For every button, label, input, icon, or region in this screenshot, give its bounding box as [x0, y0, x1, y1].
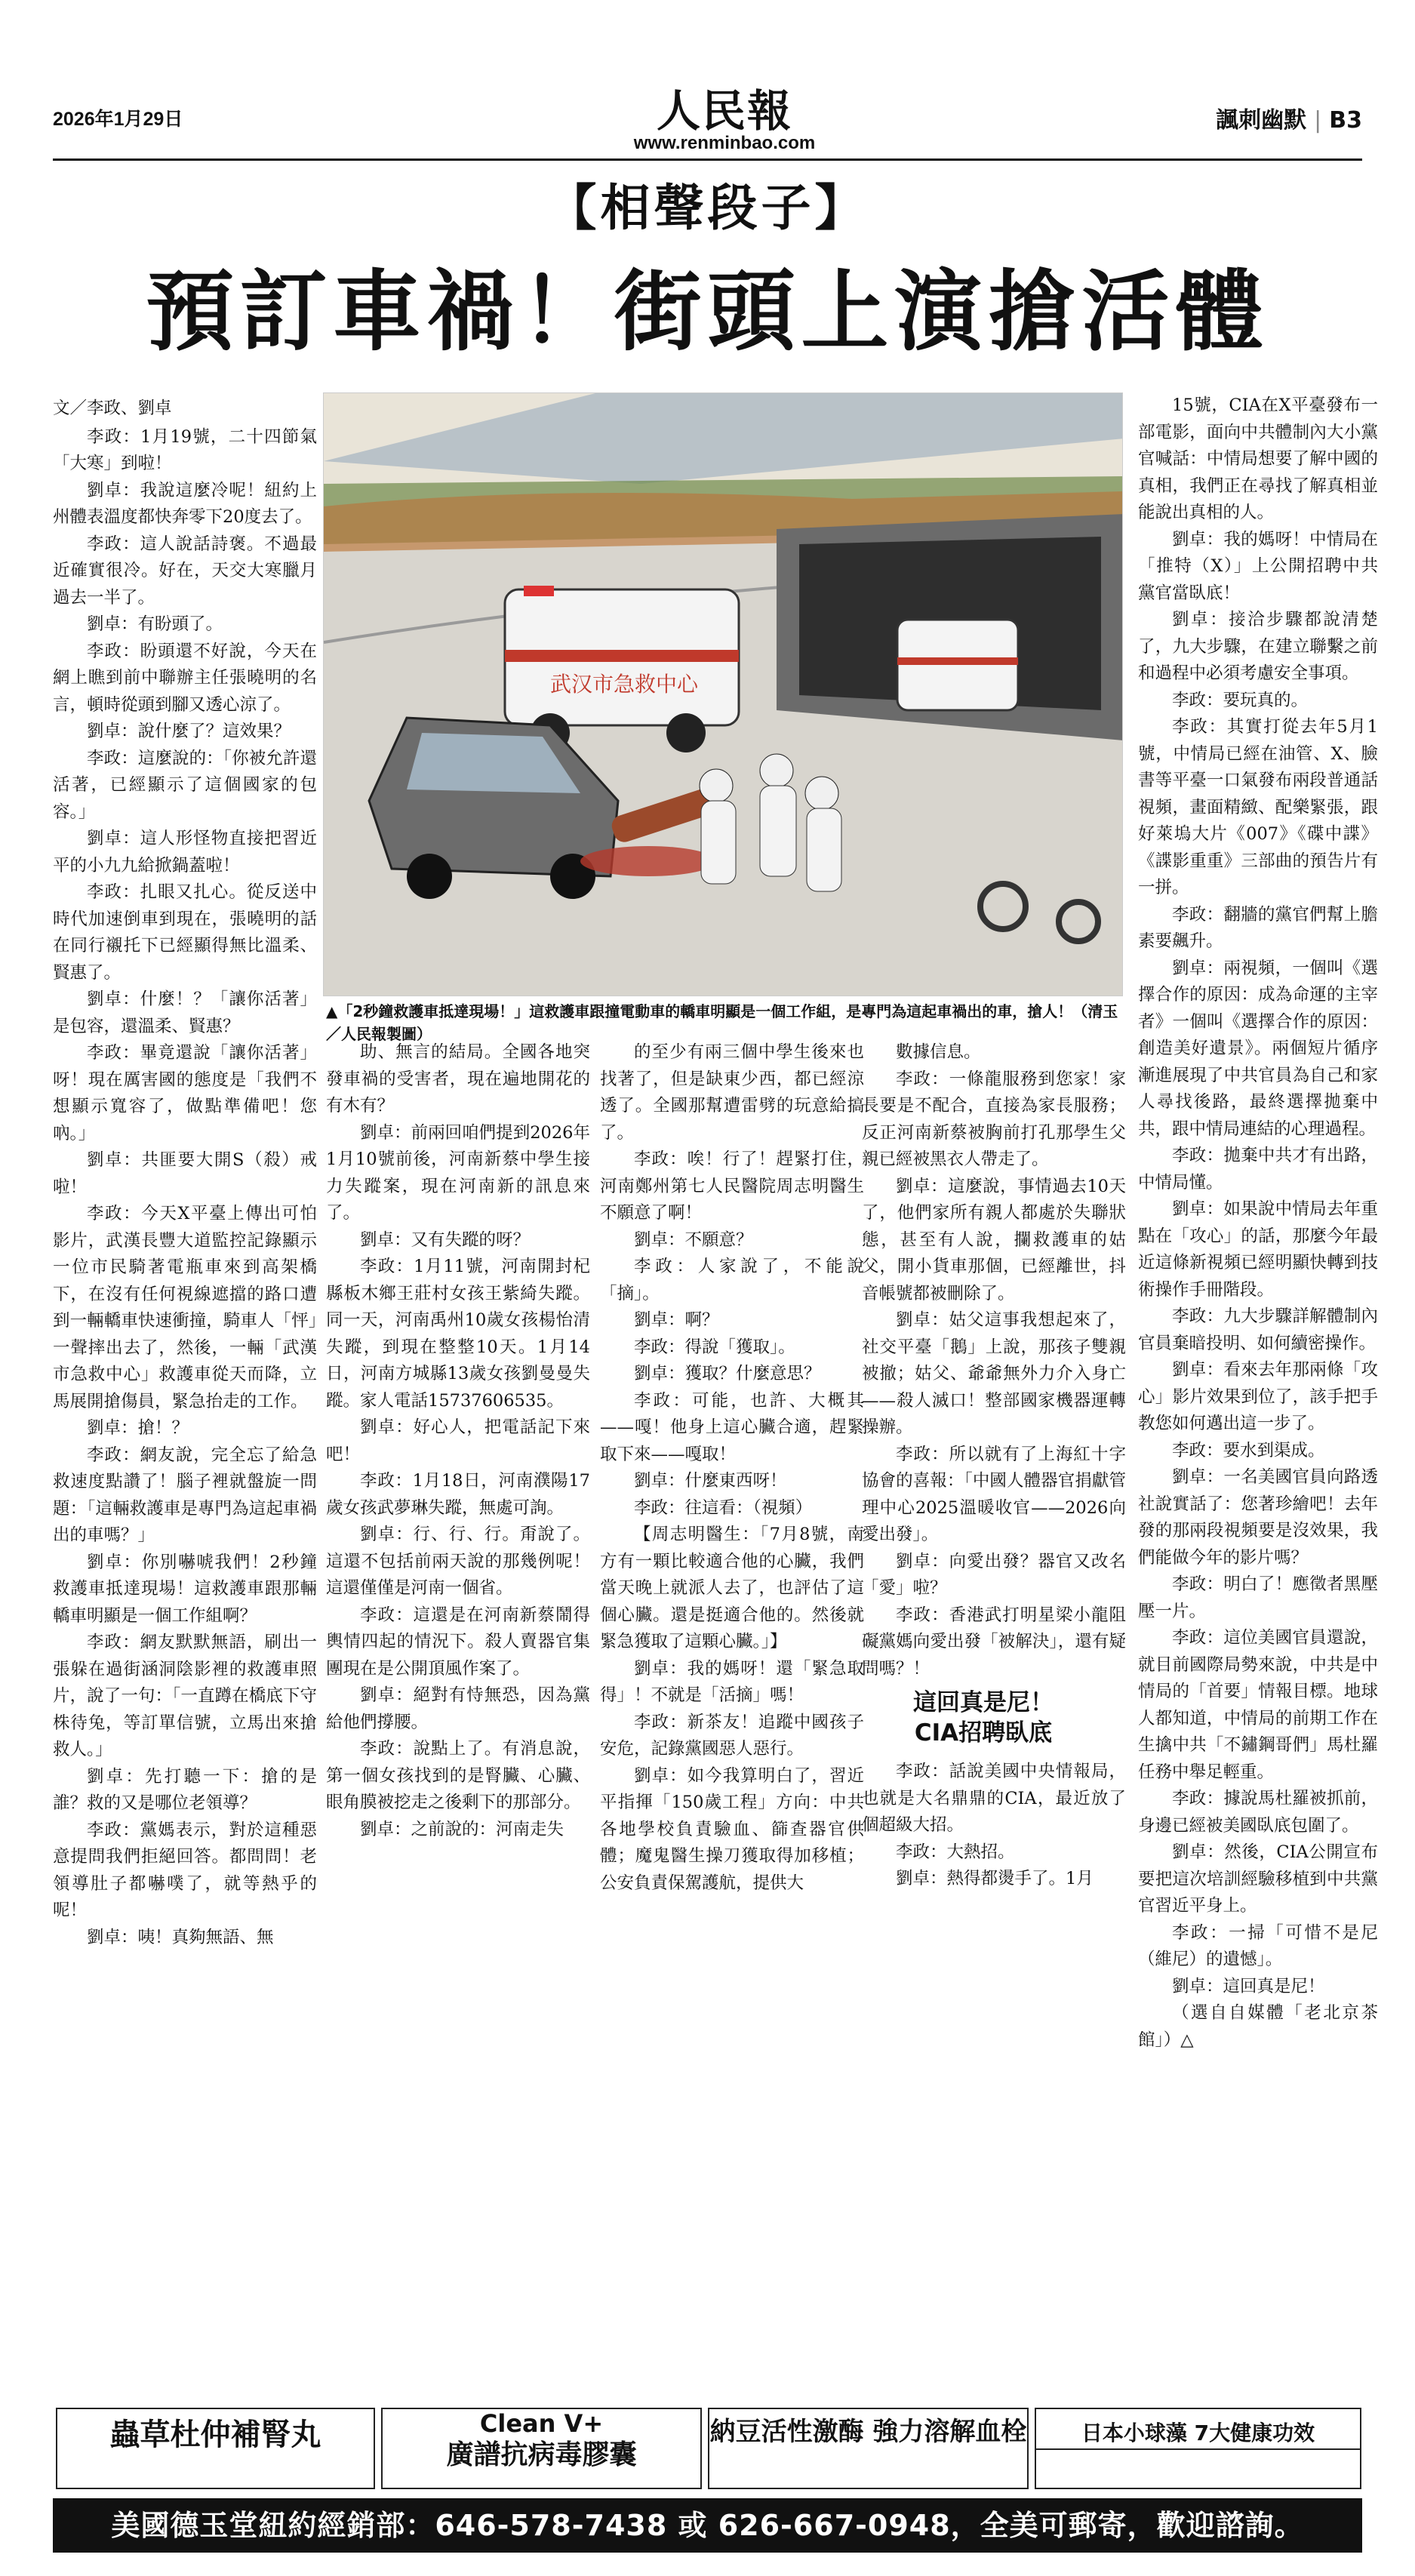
paragraph: 李政：人家說了，不能說「摘」。 [600, 1257, 864, 1303]
paragraph: 李政：這人說話詩褒。不過最近確實很冷。好在，天交大寒臘月過去一半了。 [53, 534, 317, 608]
paragraph: 李政：黨媽表示，對於這種惡意提問我們拒絕回答。都問問！老領導肚子都嚇噗了，就等熱乎的呢！ [53, 1820, 317, 1920]
paragraph: 劉卓：啊？ [634, 1310, 719, 1330]
paragraph: 劉卓：共匪要大開S（殺）戒啦！ [53, 1150, 317, 1197]
paragraph: 李政：一條龍服務到您家！家長要是不配合，直接為家長服務；反正河南新蔡被胸前打孔那學生父親已經被黑衣人帶走了。 [862, 1069, 1126, 1169]
paragraph: 李政：1月11號，河南開封杞縣板木鄉王莊村女孩王紫綺失蹤。同一天，河南禹州10歲女孩楊怡清失蹤，到現在整整10天。1月14日，河南方城縣13歲女孩劉曼曼失蹤。家人電話15737606535。 [326, 1257, 590, 1411]
distributor-contact-bar: 美國德玉堂紐約經銷部：646-578-7438 或 626-667-0948，全美可郵寄，歡迎諮詢。 [53, 2498, 1362, 2553]
paragraph: 李政：九大步驟詳解體制內官員棄暗投明、如何續密操作。 [1138, 1306, 1378, 1353]
paragraph: 李政：這還是在河南新蔡鬧得輿情四起的情況下。殺人賣器官集團現在是公開頂風作案了。 [326, 1605, 590, 1679]
illustration-drawing [324, 393, 1123, 996]
paragraph: 劉卓：然後，CIA公開宣布要把這次培訓經驗移植到中共黨官習近平身上。 [1138, 1842, 1378, 1916]
paragraph: 劉卓：行、行、行。甭說了。這還不包括前兩天說的那幾例呢！這還僅僅是河南一個省。 [326, 1525, 590, 1598]
paragraph: 劉卓：咦！真夠無語、無 [87, 1927, 274, 1947]
paragraph: 劉卓：我說這麼冷呢！紐約上州體表溫度都快奔零下20度去了。 [53, 480, 317, 527]
newspaper-url[interactable]: www.renminbao.com [633, 133, 816, 153]
article-column-3 [600, 1039, 864, 2388]
paragraph: 劉卓：我的媽呀！還「緊急取得」！不就是「活摘」嗎！ [600, 1658, 864, 1705]
paragraph: 李政：大熱招。 [896, 1842, 1015, 1862]
ad-cordyceps[interactable] [56, 2408, 375, 2489]
paragraph: 劉卓：說什麼了？這效果？ [87, 722, 291, 741]
paragraph: 李政：說點上了。有消息說，第一個女孩找到的是腎臟、心臟、眼角膜被挖走之後剩下的那部分。 [326, 1739, 590, 1812]
article-column-2 [326, 1039, 590, 2388]
paragraph: 劉卓：又有失蹤的呀？ [360, 1230, 531, 1250]
paragraph: 李政：其實打從去年5月1號，中情局已經在油管、X、臉書等平臺一口氣發布兩段普通話視頻，畫面精緻、配樂緊張，跟好萊塢大片《007》《碟中諜》《諜影重重》三部曲的預告片有一拼。 [1138, 717, 1378, 897]
paragraph: 劉卓：搶！？ [87, 1418, 189, 1438]
newspaper-logo: 人民報 [656, 85, 792, 137]
paragraph: 劉卓：這回真是尼！ [1172, 1976, 1325, 1996]
masthead [53, 75, 1362, 158]
paragraph: 劉卓：好心人，把電話記下來吧！ [326, 1417, 590, 1464]
paragraph: 劉卓：如果說中情局去年重點在「攻心」的話，那麼今年最近這條新視頻已經明顯快轉到技術操作手冊階段。 [1138, 1199, 1378, 1300]
paragraph: 劉卓：兩視頻，一個叫《選擇合作的原因：成為命運的主宰者》一個叫《選擇合作的原因：創造美好遺景》。兩個短片循序漸進展現了中共官員為自己和家人尋找後路，最終選擇拋棄中共，跟中情局連結的心理過程。 [1138, 958, 1378, 1139]
paragraph: 劉卓：如今我算明白了，習近平指揮「150歲工程」方向：中共各地學校負責驗血、篩查器官供體；魔鬼醫生操刀獲取得加移植；公安負責保駕護航，提供大 [600, 1765, 864, 1893]
paragraph: 李政：據說馬杜羅被抓前，身邊已經被美國臥底包圍了。 [1138, 1789, 1378, 1836]
ad-cleanv-brand: Clean V+ [479, 2409, 604, 2438]
paragraph: 劉卓：你別嚇唬我們！2秒鐘救護車抵達現場！這救護車跟那輛轎車明顯是一個工作組啊？ [53, 1552, 317, 1626]
paragraph: 劉卓：什麼東西呀！ [634, 1471, 787, 1491]
paragraph: 李政：翻牆的黨官們幫上膽素要飆升。 [1138, 904, 1378, 951]
paragraph: 劉卓：之前說的：河南走失 [360, 1819, 564, 1839]
paragraph: 劉卓：先打聽一下：搶的是誰？救的又是哪位老領導？ [53, 1766, 317, 1813]
paragraph: 數據信息。 [896, 1042, 981, 1062]
paragraph: 助、無言的結局。全國各地突發車禍的受害者，現在遍地開花的有木有？ [326, 1042, 590, 1116]
paragraph: 劉卓：向愛出發？器官又改名「愛」啦？ [862, 1551, 1126, 1598]
paragraph: 李政：網友說，完全忘了給急救速度點讚了！腦子裡就盤旋一問題：「這輛救護車是專門為這起車禍出的車嗎？」 [53, 1445, 317, 1545]
paragraph: 劉卓：看來去年那兩條「攻心」影片效果到位了，該手把手教您如何邁出這一步了。 [1138, 1360, 1378, 1433]
ad-cleanv[interactable] [381, 2408, 702, 2489]
ad-nattokinase[interactable] [708, 2408, 1029, 2489]
ad-chlorella-title: 日本小球藻 7大健康功效 [1036, 2418, 1360, 2450]
paragraph: 劉卓：前兩回咱們提到2026年1月10號前後，河南新蔡中學生接力失蹤案，現在河南新的訊息來了。 [326, 1122, 590, 1223]
paragraph: 李政：得說「獲取」。 [634, 1337, 795, 1357]
ad-nattokinase-title: 納豆活性激酶 強力溶解血栓 [709, 2417, 1027, 2447]
paragraph: 李政：今天X平臺上傳出可怕影片，武漢長豐大道監控記錄顯示一位市民騎著電瓶車來到高架橋下，在沒有任何視線遮擋的路口遭到一輛轎車快速衝撞，騎車人「怦」一聲摔出去了，然後，一輛「武漢市急救中心」救護車從天而降，立馬展開搶傷員，緊急抬走的工作。 [53, 1204, 317, 1411]
paragraph: 劉卓：我的媽呀！中情局在「推特（X）」上公開招聘中共黨官當臥底！ [1138, 529, 1378, 603]
ambulance-text: 武汉市急救中心 [550, 672, 699, 697]
paragraph: 李政：盼頭還不好說，今天在網上瞧到前中聯辦主任張曉明的名言，頓時從頭到腳又透心涼了。 [53, 641, 317, 715]
article-illustration [323, 392, 1123, 996]
page-number: B3 [1329, 107, 1362, 134]
issue-date: 2026年1月29日 [53, 109, 183, 130]
article-column-4b [862, 1759, 1126, 2388]
paragraph: 劉卓：一名美國官員向路透社說實話了：您著珍繪吧！去年發的那兩段視頻要是沒效果，我們能做今年的影片嗎？ [1138, 1467, 1378, 1568]
ad-cordyceps-title: 蟲草杜仲補腎丸 [109, 2418, 321, 2452]
paragraph: 李政：這麼說的：「你被允許還活著，已經顯示了這個國家的包容。」 [53, 748, 317, 822]
paragraph: 李政：畢竟還說「讓你活著」呀！現在厲害國的態度是「我們不想顯示寬容了，做點準備吧！您吶。」 [53, 1043, 317, 1143]
article-author: 文／李政、劉卓 [53, 399, 172, 418]
article-column-1 [53, 395, 317, 2388]
paragraph: 【周志明醫生：「7月8號，南方有一顆比較適合他的心臟，我們當天晚上就派人去了，也評估了這個心臟。還是挺適合他的。然後就緊急獲取了這顆心臟。」】 [600, 1525, 864, 1651]
paragraph: 李政：1月18日，河南濮陽17歲女孩武夢琳失蹤，無處可詢。 [326, 1471, 590, 1518]
paragraph: 李政：可能，也許、大概其——嘎！他身上這心臟合適，趕緊取下來——嘎取！ [600, 1390, 864, 1464]
subhead-line: 這回真是尼！ [913, 1689, 1054, 1716]
paragraph: 李政：扎眼又扎心。從反送中時代加速倒車到現在，張曉明的話在同行襯托下已經顯得無比溫柔、賢惠了。 [53, 882, 317, 983]
paragraph: 李政：唉！行了！趕緊打住，河南鄭州第七人民醫院周志明醫生不願意了啊！ [600, 1150, 864, 1223]
paragraph: 李政：新茶友！追蹤中國孩子安危，記錄黨國惡人惡行。 [600, 1712, 864, 1759]
paragraph: 李政：要水到渠成。 [1172, 1440, 1325, 1460]
ad-chlorella[interactable] [1035, 2408, 1361, 2489]
article-headline: 預訂車禍！街頭上演搶活體 [146, 260, 1269, 363]
paragraph: 劉卓：這麼說，事情過去10天了，他們家所有親人都處於失聯狀態，甚至有人說，攔救護車的姑父，開小貨車那個，已經離世，抖音帳號都被刪除了。 [862, 1176, 1126, 1303]
paragraph: 劉卓：不願意？ [634, 1230, 753, 1250]
paragraph: 李政：網友默默無語，刷出一張躲在過街涵洞陰影裡的救護車照片，說了一句：「一直蹲在橋底下守株待兔，等訂單信號，立馬出來搶救人。」 [53, 1633, 317, 1759]
paragraph: 劉卓：絕對有恃無恐，因為黨給他們撐腰。 [326, 1685, 590, 1732]
paragraph: 劉卓：接洽步驟都說清楚了，九大步驟，在建立聯繫之前和過程中必須考慮安全事項。 [1138, 610, 1378, 683]
paragraph: 劉卓：這人形怪物直接把習近平的小九九給掀鍋蓋啦！ [53, 829, 317, 876]
paragraph: 李政：香港武打明星梁小龍阻礙黨媽向愛出發「被解決」，還有疑問嗎？！ [862, 1605, 1126, 1679]
paragraph: 李政：這位美國官員還說，就目前國際局勢來說，中共是中情局的「首要」情報目標。地球人都知道，中情局的前期工作在生擒中共「不鏽鋼哥們」馬杜羅任務中舉足輕重。 [1138, 1628, 1378, 1782]
paragraph: 劉卓：姑父這事我想起來了，社交平臺「鵝」上說，那孩子雙親被撤；姑父、爺爺無外力介入身亡——殺人滅口！整部國家機器運轉操辦。 [862, 1310, 1126, 1437]
ambulance-tunnel [897, 620, 1018, 710]
paragraph: 李政：拋棄中共才有出路，中情局懂。 [1138, 1146, 1378, 1193]
paragraph: 李政：明白了！應徵者黑壓壓一片。 [1138, 1574, 1378, 1621]
paragraph: 15號，CIA在X平臺發布一部電影，面向中共體制內大小黨官喊話：中情局想要了解中國的真相，我們正在尋找了解真相並能說出真相的人。 [1138, 395, 1378, 522]
article-kicker: 【相聲段子】 [546, 178, 869, 237]
paragraph: （選自自媒體「老北京茶館」）△ [1138, 2003, 1378, 2050]
subhead-line: CIA招聘臥底 [914, 1719, 1053, 1747]
paragraph: 李政：所以就有了上海紅十字協會的喜報：「中國人體器官捐獻管理中心2025溫暖收官——2026向愛出發」。 [862, 1444, 1126, 1544]
paragraph: 劉卓：獲取？什麼意思？ [634, 1364, 821, 1383]
article-subhead [863, 1688, 1104, 1748]
paragraph: 李政：一掃「可惜不是尼（維尼）的遺憾」。 [1138, 1922, 1378, 1969]
article-column-5 [1138, 392, 1378, 2388]
paragraph: 李政：往這看：（視頻） [634, 1497, 813, 1518]
paragraph: 李政：1月19號，二十四節氣「大寒」到啦！ [53, 426, 317, 473]
illustration-caption: ▲「2秒鐘救護車抵達現場！」這救護車跟撞電動車的轎車明顯是一個工作組，是專門為這起車禍出的車，搶人！（清玉／人民報製圖） [326, 1002, 1118, 1043]
ad-cleanv-title: 廣譜抗病毒膠囊 [446, 2439, 637, 2470]
section-name: 諷刺幽默 [1216, 107, 1307, 134]
masthead-rule [53, 158, 1362, 161]
section-label: 諷刺幽默 | B3 [1216, 107, 1362, 134]
paragraph: 劉卓：熱得都燙手了。1月 [896, 1869, 1094, 1888]
paragraph: 李政：話說美國中央情報局，也就是大名鼎鼎的CIA，最近放了個超級大招。 [862, 1762, 1126, 1835]
paragraph: 劉卓：有盼頭了。 [87, 614, 223, 634]
paragraph: 劉卓：什麼！？「讓你活著」是包容，還溫柔、賢惠？ [53, 989, 317, 1036]
paragraph: 李政：要玩真的。 [1172, 690, 1309, 710]
paragraph: 的至少有兩三個中學生後來也找著了，但是缺東少西，都已經涼透了。全國那幫遭雷劈的玩意給搞了。 [600, 1042, 864, 1143]
